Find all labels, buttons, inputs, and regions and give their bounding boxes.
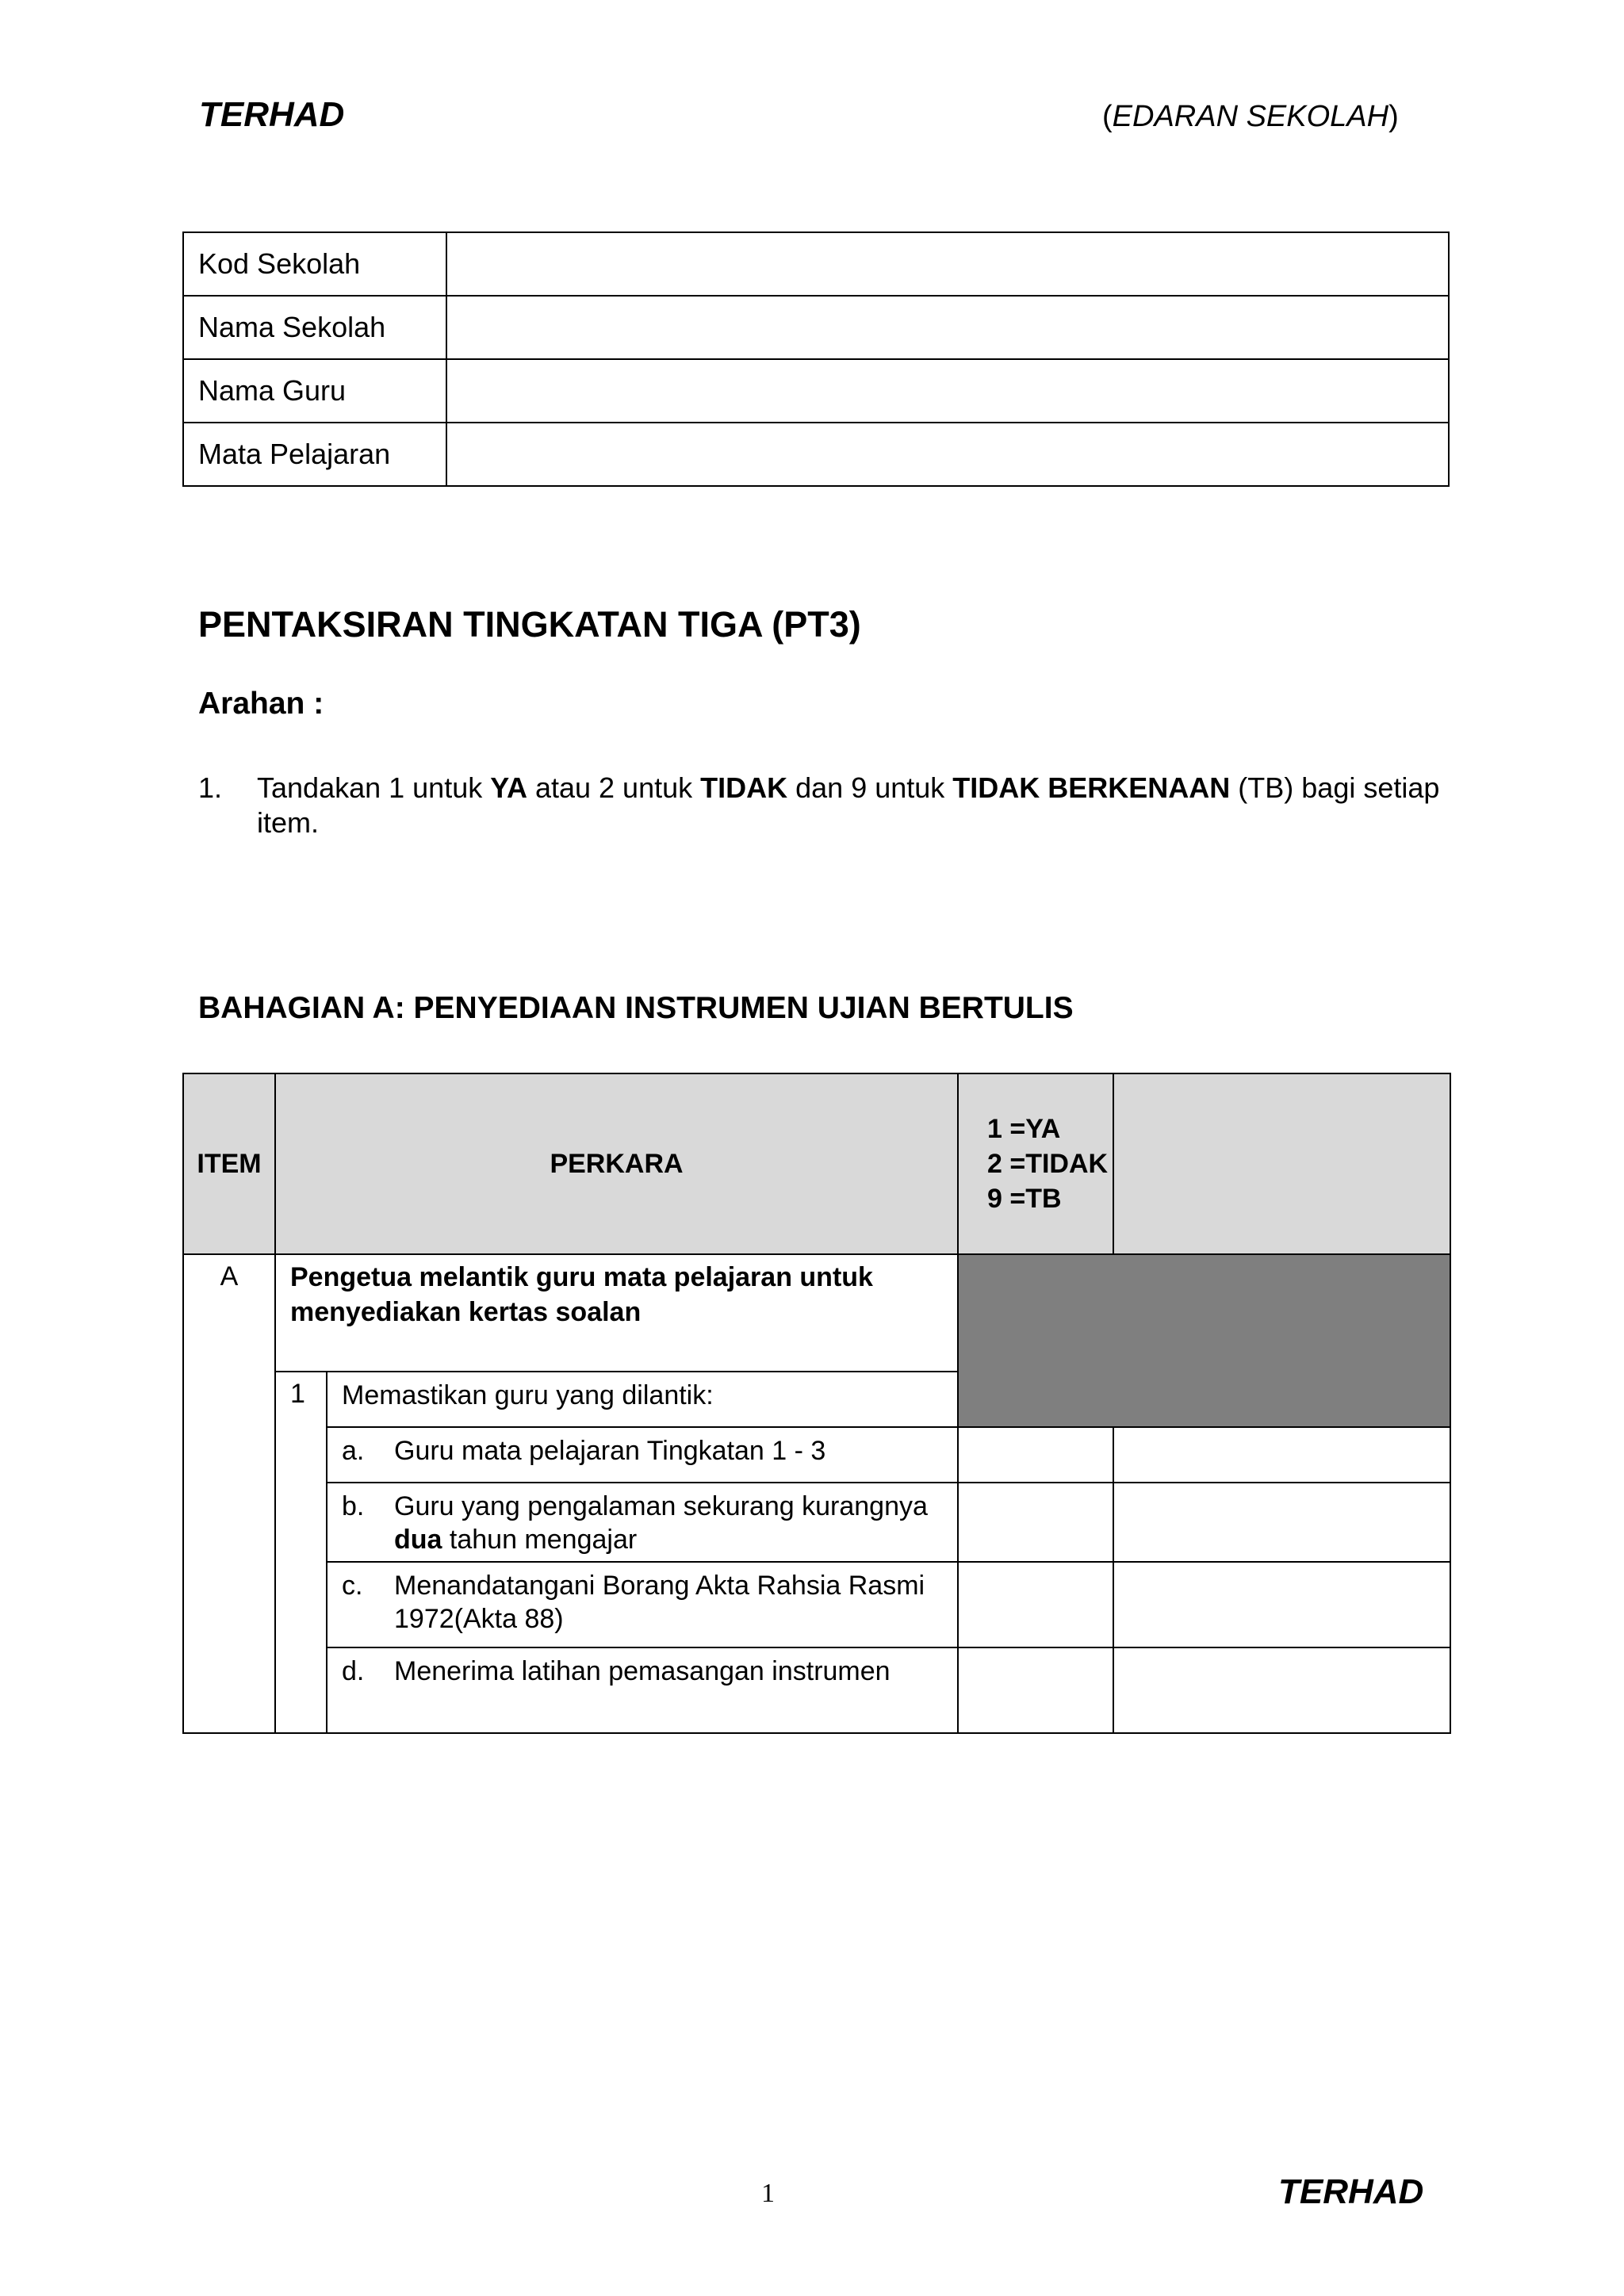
info-row-nama-guru <box>183 359 1449 423</box>
table-row <box>183 1562 1450 1647</box>
sub-number: 1 <box>275 1372 327 1733</box>
instruction-tidak-berkenaan: TIDAK BERKENAAN <box>952 771 1231 804</box>
shaded-cell <box>958 1254 1450 1427</box>
remark-cell-a[interactable] <box>1113 1427 1450 1483</box>
answer-cell-b[interactable] <box>958 1483 1113 1562</box>
subitem-key: d. <box>342 1656 365 1686</box>
section-title: BAHAGIAN A: PENYEDIAAN INSTRUMEN UJIAN BERTULIS <box>198 991 1074 1025</box>
instruction-ya: YA <box>490 771 527 804</box>
paren-open: ( <box>1102 100 1113 133</box>
instruction-text-part: Tandakan 1 untuk <box>257 771 491 804</box>
instruction-text-part: (TB) bagi setiap item. <box>257 771 1440 839</box>
kod-sekolah-field[interactable] <box>446 232 1449 296</box>
item-title: Pengetua melantik guru mata pelajaran untuk menyediakan kertas soalan <box>275 1254 958 1372</box>
table-row <box>183 1483 1450 1562</box>
subitem-d <box>327 1647 958 1733</box>
instruction-number: 1. <box>198 771 223 804</box>
legend-ya: 1 =YA <box>987 1114 1061 1144</box>
checklist-table <box>182 1073 1451 1734</box>
instruction-tidak: TIDAK <box>700 771 788 804</box>
subitem-key: c. <box>342 1571 363 1601</box>
table-row <box>183 1647 1450 1733</box>
instructions-heading: Arahan : <box>198 687 324 721</box>
distribution-label: EDARAN SEKOLAH <box>1112 100 1389 133</box>
info-row-nama-sekolah <box>183 296 1449 359</box>
header-extra <box>1113 1073 1450 1254</box>
subitem-text <box>394 1490 957 1556</box>
answer-cell-d[interactable] <box>958 1647 1113 1733</box>
header-classification: TERHAD <box>199 95 345 134</box>
subitem-text-part: Menerima latihan pemasangan instrumen <box>394 1656 891 1686</box>
table-row <box>183 1254 1450 1372</box>
info-row-mata-pelajaran <box>183 423 1449 486</box>
info-label: Kod Sekolah <box>183 232 446 296</box>
info-row-kod-sekolah <box>183 232 1449 296</box>
page-number: 1 <box>761 2179 775 2208</box>
sub-title: Memastikan guru yang dilantik: <box>327 1372 958 1427</box>
subitem-text <box>394 1569 957 1636</box>
header-item: ITEM <box>183 1073 275 1254</box>
instruction-text-part: dan 9 untuk <box>787 771 953 804</box>
info-label: Mata Pelajaran <box>183 423 446 486</box>
subitem-text-part: Guru yang pengalaman sekurang kurangnya <box>394 1491 928 1521</box>
paren-close: ) <box>1388 100 1399 133</box>
remark-cell-b[interactable] <box>1113 1483 1450 1562</box>
mata-pelajaran-field[interactable] <box>446 423 1449 486</box>
subitem-text-part: tahun mengajar <box>442 1525 638 1555</box>
item-code: A <box>183 1254 275 1733</box>
document-title: PENTAKSIRAN TINGKATAN TIGA (PT3) <box>198 604 861 645</box>
legend-tidak: 2 =TIDAK <box>987 1149 1109 1179</box>
subitem-text <box>394 1434 957 1468</box>
subitem-text <box>394 1655 957 1688</box>
subitem-b <box>327 1483 958 1562</box>
subitem-bold: dua <box>394 1525 442 1555</box>
instruction-text <box>257 771 1451 840</box>
table-header-row <box>183 1073 1450 1254</box>
subitem-key: b. <box>342 1491 365 1521</box>
remark-cell-d[interactable] <box>1113 1647 1450 1733</box>
subitem-text-part: Menandatangani Borang Akta Rahsia Rasmi 1972(Akta 88) <box>394 1571 925 1634</box>
header-perkara: PERKARA <box>275 1073 958 1254</box>
school-info-table <box>182 232 1450 487</box>
subitem-key: a. <box>342 1436 365 1466</box>
nama-sekolah-field[interactable] <box>446 296 1449 359</box>
subitem-text-part: Guru mata pelajaran Tingkatan 1 - 3 <box>394 1436 826 1466</box>
instruction-text-part: atau 2 untuk <box>527 771 701 804</box>
nama-guru-field[interactable] <box>446 359 1449 423</box>
header-distribution <box>1102 100 1399 134</box>
header-legend <box>958 1073 1113 1254</box>
subitem-c <box>327 1562 958 1647</box>
footer-classification: TERHAD <box>1278 2172 1424 2211</box>
remark-cell-c[interactable] <box>1113 1562 1450 1647</box>
answer-cell-c[interactable] <box>958 1562 1113 1647</box>
answer-cell-a[interactable] <box>958 1427 1113 1483</box>
info-label: Nama Guru <box>183 359 446 423</box>
subitem-a <box>327 1427 958 1483</box>
instruction-item <box>198 771 1451 840</box>
table-row <box>183 1427 1450 1483</box>
info-label: Nama Sekolah <box>183 296 446 359</box>
legend-tb: 9 =TB <box>987 1184 1062 1214</box>
